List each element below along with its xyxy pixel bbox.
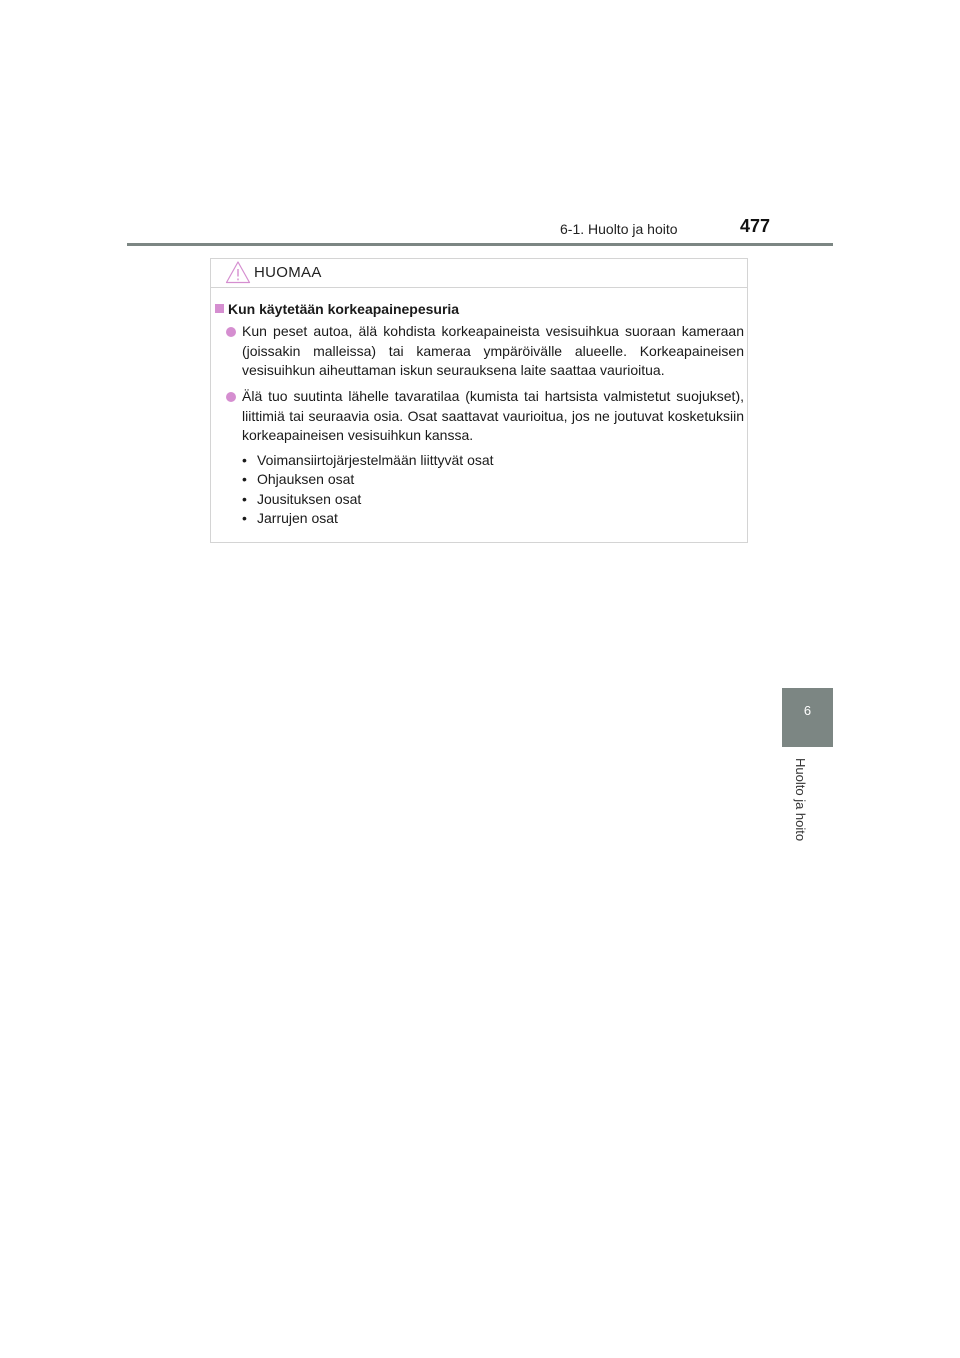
- notice-header: [211, 259, 747, 288]
- page-number: 477: [740, 216, 771, 236]
- list-item: [242, 509, 494, 528]
- warning-triangle-icon: [225, 260, 251, 284]
- bullet-dot: •: [242, 452, 247, 468]
- list-item: [242, 470, 494, 489]
- chapter-tab: [782, 688, 833, 747]
- list-item-text: Ohjauksen osat: [257, 471, 355, 488]
- section-heading-text: Kun käytetään korkeapainepesuria: [228, 301, 460, 317]
- notice-paragraph-1: Kun peset autoa, älä kohdista korkeapaineista vesisuihkua suoraan kameraan (joissakin malleissa) tai kameraa ympäröivälle alueelle. Korkeapaineisen vesisuihkun aiheuttaman iskun seurauksena laite saattaa vaurioitua.: [242, 323, 744, 378]
- square-bullet-icon: [215, 304, 224, 313]
- header-divider: [127, 243, 833, 246]
- bullet-dot: •: [242, 490, 247, 507]
- chapter-label: Huolto ja hoito: [793, 758, 808, 842]
- circle-bullet-icon: [226, 392, 236, 402]
- notice-section-heading: [215, 301, 459, 317]
- list-item-text: Jousituksen osat: [257, 490, 362, 507]
- parts-list: [242, 451, 494, 528]
- chapter-number: 6: [803, 703, 812, 718]
- list-item-text: Jarrujen osat: [257, 509, 338, 526]
- notice-paragraph-2: Älä tuo suutinta lähelle tavaratilaa (kumista tai hartsista valmistetut suojukset), liittimiä tai seuraavia osia. Osat saattavat vaurioitua, jos ne joutuvat kosketuksiin korkeapaineisen vesisuihkun kanssa.: [242, 388, 744, 443]
- list-item: [242, 451, 494, 470]
- list-item: [242, 490, 494, 509]
- bullet-dot: •: [242, 509, 247, 526]
- circle-bullet-icon: [226, 327, 236, 337]
- list-item-text: Voimansiirtojärjestelmään liittyvät osat: [257, 452, 494, 468]
- section-title: 6-1. Huolto ja hoito: [560, 221, 678, 237]
- notice-title: HUOMAA: [254, 264, 322, 281]
- bullet-dot: •: [242, 471, 247, 488]
- notice-box: [210, 258, 748, 543]
